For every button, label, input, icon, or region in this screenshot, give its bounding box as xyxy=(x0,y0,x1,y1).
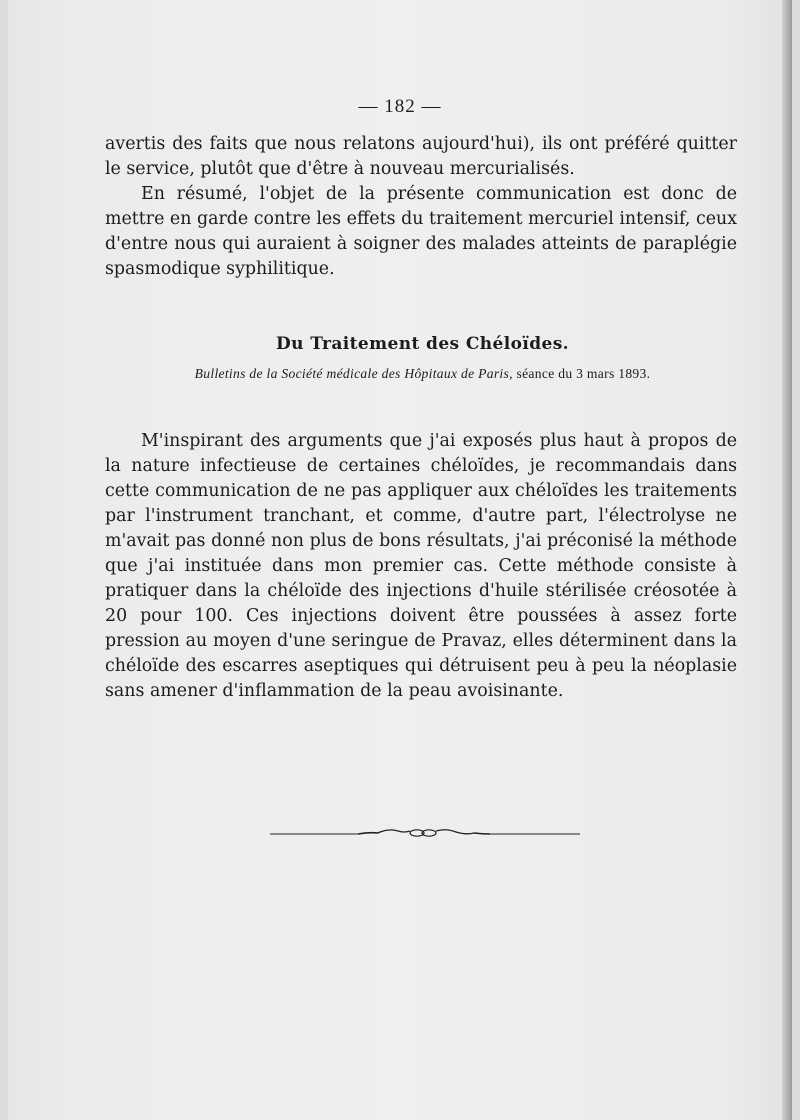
continued-paragraph: avertis des faits que nous relatons aujourd'hui), ils ont préféré quitter le service, plutôt que d'être à nouveau mercurialisés. xyxy=(105,134,737,179)
citation-date: séance du 3 mars 1893. xyxy=(512,366,651,381)
fleuron-divider-icon xyxy=(270,822,580,846)
article-paragraph: M'inspirant des arguments que j'ai exposés plus haut à propos de la nature infectieuse de certaines chéloïdes, je recommandais dans cette communication de ne pas appliquer aux chéloïdes les traitements par l'instrument tranchant, et comme, d'autre part, l'électrolyse ne m'avait pas donné non plus de bons résultats, j'ai préconisé la méthode que j'ai instituée dans mon premier cas. Cette méthode consiste à pratiquer dans la chéloïde des injections d'huile stérilisée créosotée à 20 pour 100. Ces injections doivent être poussées à assez forte pression au moyen d'une seringue de Pravaz, elles déterminent dans la chéloïde des escarres aseptiques qui détruisent peu à peu la néoplasie sans amener d'inflammation de la peau avoisinante. xyxy=(105,431,737,701)
article-citation xyxy=(0,366,800,382)
citation-source: Bulletins de la Société médicale des Hôpitaux de Paris, xyxy=(194,366,513,381)
summary-paragraph: En résumé, l'objet de la présente communication est donc de mettre en garde contre les effets du traitement mercuriel intensif, ceux d'entre nous qui auraient à soigner des malades atteints de paraplégie spasmodique syphilitique. xyxy=(105,184,737,279)
article-title: Du Traitement des Chéloïdes. xyxy=(275,334,569,354)
page-number: — 182 — xyxy=(358,96,442,117)
page-edge-shadow xyxy=(782,0,792,1120)
article-body xyxy=(105,429,737,704)
continued-text-block xyxy=(105,132,737,282)
